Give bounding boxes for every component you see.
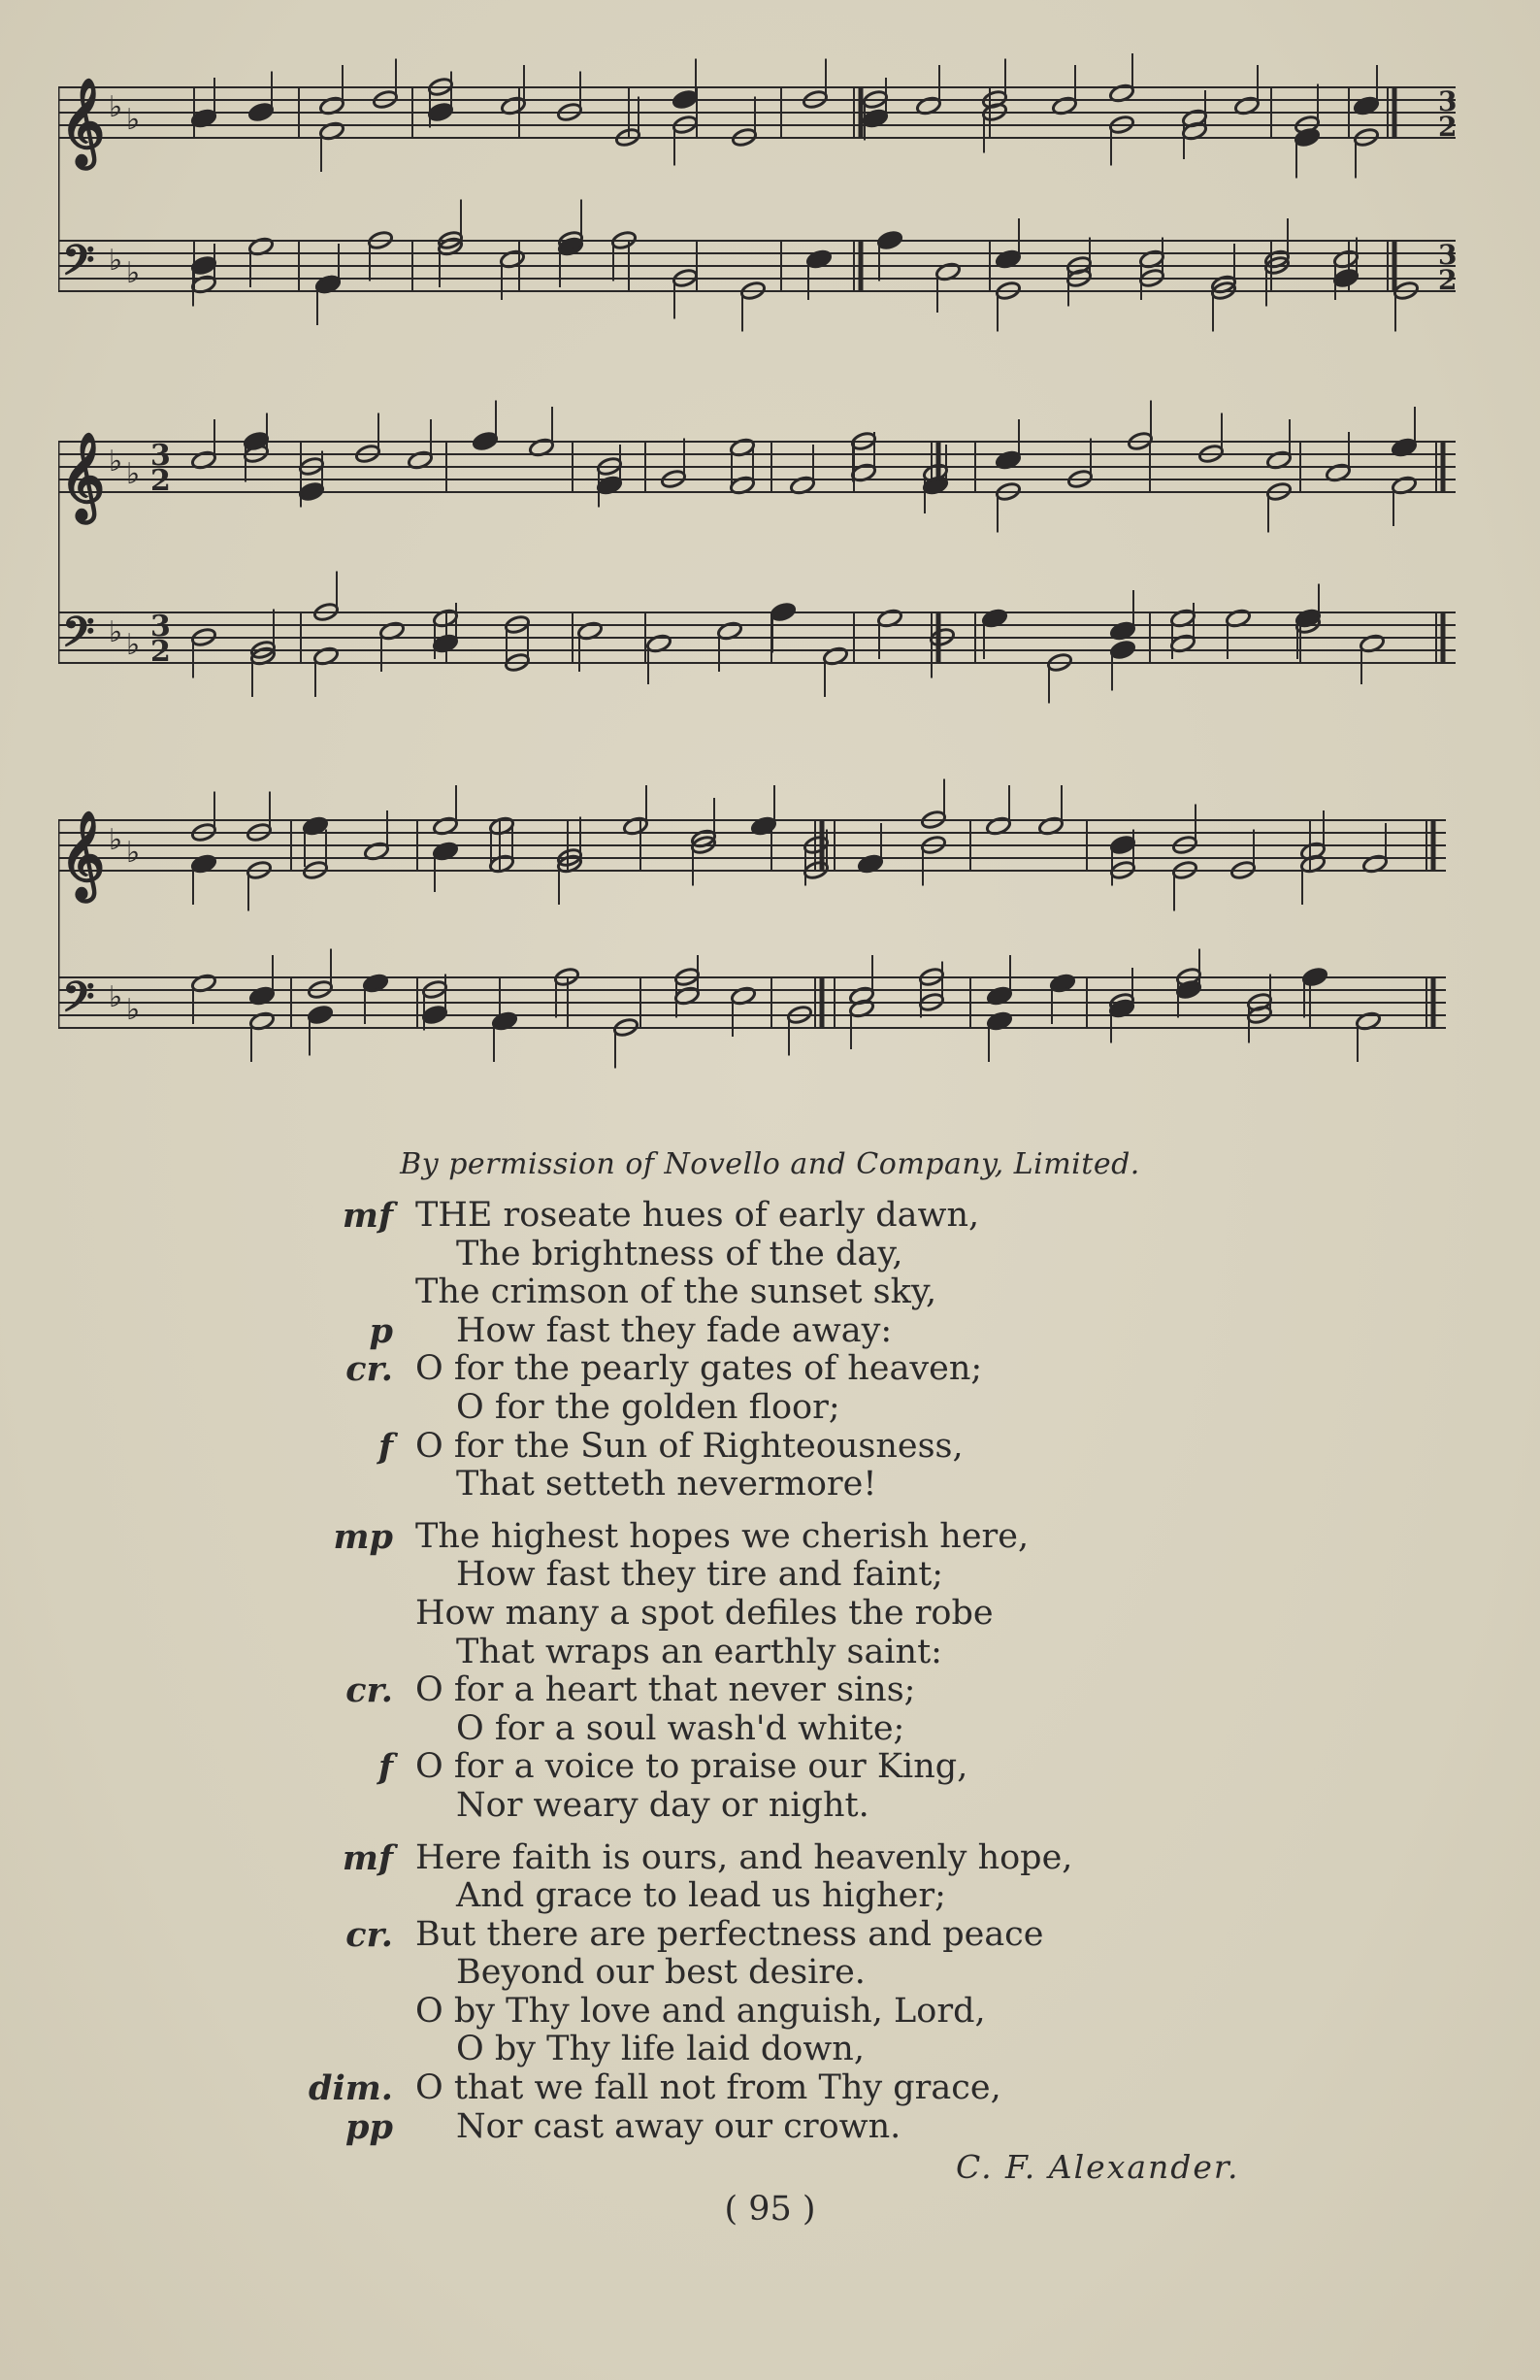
dynamic-marking: mf bbox=[342, 1837, 393, 1878]
bass-clef-icon: 𝄢 bbox=[62, 608, 95, 667]
verse-line bbox=[0, 1787, 1540, 1826]
verse-line bbox=[0, 1389, 1540, 1428]
verse-text: That setteth nevermore! bbox=[456, 1465, 877, 1504]
verse-text: THE roseate hues of early dawn, bbox=[415, 1196, 980, 1235]
note-head bbox=[472, 431, 498, 451]
flat-icon: ♭ bbox=[126, 993, 141, 1027]
stanza bbox=[0, 1197, 1540, 1504]
verse-text: O for the Sun of Righteousness, bbox=[415, 1426, 964, 1466]
verse-text: How fast they fade away: bbox=[456, 1310, 893, 1350]
verse-text: That wraps an earthly saint: bbox=[456, 1632, 942, 1671]
note-head bbox=[1301, 967, 1327, 987]
verse-text: O by Thy love and anguish, Lord, bbox=[415, 1991, 986, 2031]
time-signature-bottom: 2 bbox=[1438, 264, 1458, 296]
note-head bbox=[307, 1005, 333, 1025]
flat-icon: ♭ bbox=[126, 256, 141, 290]
dynamic-marking: f bbox=[377, 1426, 393, 1467]
treble-clef-icon: 𝄞 bbox=[60, 810, 106, 899]
verse-text: O for the golden floor; bbox=[456, 1387, 840, 1427]
verse-text: The highest hopes we cherish here, bbox=[415, 1516, 1030, 1556]
dynamic-marking: mf bbox=[342, 1196, 393, 1236]
verse-text: The brightness of the day, bbox=[456, 1234, 903, 1273]
verse-text: O for a voice to praise our King, bbox=[415, 1747, 968, 1787]
dynamic-marking: pp bbox=[345, 2106, 393, 2147]
dynamic-marking: f bbox=[377, 1747, 393, 1788]
time-signature-bottom: 2 bbox=[150, 464, 171, 498]
verse-text: O by Thy life laid down, bbox=[456, 2030, 865, 2069]
author-name: C. F. Alexander. bbox=[956, 2148, 1240, 2186]
verse-text: O for a soul wash'd white; bbox=[456, 1708, 905, 1748]
note-head bbox=[427, 102, 453, 122]
dynamic-marking: p bbox=[369, 1310, 393, 1351]
flat-icon: ♭ bbox=[109, 244, 123, 278]
verse-line bbox=[0, 1671, 1540, 1710]
verse-text: O that we fall not from Thy grace, bbox=[415, 2068, 1001, 2108]
verse-text: How fast they tire and faint; bbox=[456, 1555, 944, 1595]
note-head bbox=[672, 89, 698, 110]
flat-icon: ♭ bbox=[126, 457, 141, 491]
verse-line bbox=[0, 2069, 1540, 2108]
verse-line bbox=[0, 1595, 1540, 1634]
verse-line bbox=[0, 1877, 1540, 1916]
verse-text: O for the pearly gates of heaven; bbox=[415, 1349, 983, 1389]
page-number: ( 95 ) bbox=[724, 2190, 816, 2229]
dynamic-marking: dim. bbox=[309, 2068, 393, 2109]
verse-text: Nor weary day or night. bbox=[456, 1785, 869, 1825]
bass-clef-icon: 𝄢 bbox=[62, 973, 95, 1032]
verse-text: Beyond our best desire. bbox=[456, 1953, 866, 1993]
flat-icon: ♭ bbox=[109, 980, 123, 1014]
bass-clef-icon: 𝄢 bbox=[62, 236, 95, 295]
time-signature-top: 3 bbox=[150, 439, 171, 473]
note-head bbox=[1332, 268, 1359, 288]
verse-line bbox=[0, 1197, 1540, 1236]
flat-icon: ♭ bbox=[126, 836, 141, 870]
music-score bbox=[58, 53, 1465, 1136]
verse-text: Nor cast away our crown. bbox=[456, 2106, 901, 2146]
verse-line bbox=[0, 2031, 1540, 2069]
flat-icon: ♭ bbox=[109, 615, 123, 649]
note-head bbox=[421, 1005, 447, 1025]
verse-line bbox=[0, 1993, 1540, 2032]
dynamic-marking: cr. bbox=[345, 1349, 393, 1390]
stanza bbox=[0, 1839, 1540, 2147]
time-signature-bottom: 2 bbox=[1438, 111, 1458, 143]
verse-text: The crimson of the sunset sky, bbox=[415, 1273, 937, 1312]
note-head bbox=[876, 230, 902, 250]
flat-icon: ♭ bbox=[109, 90, 123, 124]
verse-line bbox=[0, 2108, 1540, 2147]
verse-line bbox=[0, 1710, 1540, 1749]
verse-text: O for a heart that never sins; bbox=[415, 1670, 916, 1710]
stanza bbox=[0, 1518, 1540, 1826]
flat-icon: ♭ bbox=[109, 445, 123, 479]
time-signature-bottom: 2 bbox=[150, 635, 171, 669]
note-head bbox=[298, 481, 324, 502]
verse-line bbox=[0, 1350, 1540, 1389]
verse-line bbox=[0, 1556, 1540, 1595]
flat-icon: ♭ bbox=[126, 628, 141, 662]
flat-icon: ♭ bbox=[109, 823, 123, 857]
verse-line bbox=[0, 1466, 1540, 1504]
verse-text: And grace to lead us higher; bbox=[456, 1876, 946, 1916]
permission-credit: By permission of Novello and Company, Limited. bbox=[400, 1147, 1140, 1181]
dynamic-marking: cr. bbox=[345, 1914, 393, 1955]
verse-line bbox=[0, 1428, 1540, 1467]
verse-line bbox=[0, 1916, 1540, 1955]
verse-text: Here faith is ours, and heavenly hope, bbox=[415, 1837, 1073, 1877]
verse-line bbox=[0, 1634, 1540, 1672]
verse-line bbox=[0, 1954, 1540, 1993]
verse-line bbox=[0, 1839, 1540, 1878]
treble-clef-icon: 𝄞 bbox=[60, 78, 106, 166]
verse-line bbox=[0, 1518, 1540, 1557]
time-signature-top: 3 bbox=[150, 610, 171, 644]
verse-line bbox=[0, 1748, 1540, 1787]
verse-line bbox=[0, 1236, 1540, 1274]
dynamic-marking: mp bbox=[333, 1516, 393, 1557]
verse-line bbox=[0, 1273, 1540, 1312]
hymn-text bbox=[0, 1197, 1540, 2160]
verse-text: How many a spot defiles the robe bbox=[415, 1593, 994, 1633]
flat-icon: ♭ bbox=[126, 103, 141, 137]
time-signature-top: 3 bbox=[1438, 85, 1458, 117]
note-head bbox=[770, 602, 796, 622]
dynamic-marking: cr. bbox=[345, 1670, 393, 1711]
verse-text: But there are perfectness and peace bbox=[415, 1914, 1044, 1954]
note-head bbox=[1109, 640, 1135, 660]
note-head bbox=[247, 102, 274, 122]
time-signature-top: 3 bbox=[1438, 239, 1458, 271]
treble-clef-icon: 𝄞 bbox=[60, 432, 106, 520]
verse-line bbox=[0, 1312, 1540, 1351]
note-head bbox=[1109, 835, 1135, 855]
